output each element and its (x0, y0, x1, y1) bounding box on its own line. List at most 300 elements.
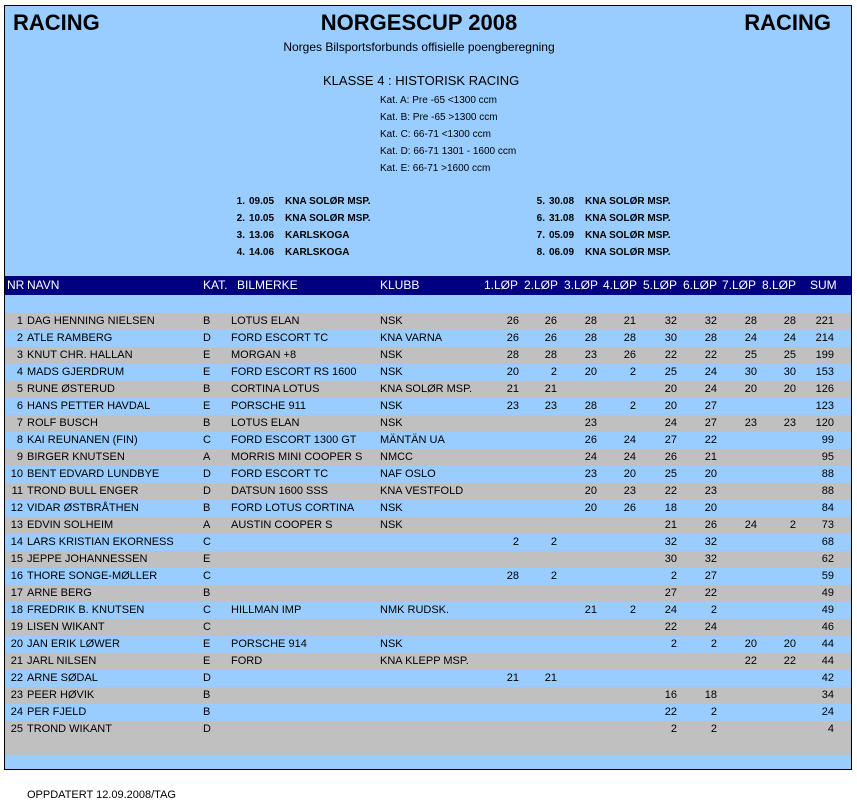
col-lop3-cell: 23 (584, 349, 597, 361)
col-lop8-cell: 22 (783, 655, 796, 667)
table-header (5, 276, 851, 295)
race-venue: KNA SOLØR MSP. (585, 247, 671, 258)
col-lop7-header: 7.LØP (722, 278, 757, 292)
col-navn-cell: ARNE SØDAL (27, 672, 98, 684)
category-c: Kat. C: 66-71 <1300 ccm (380, 129, 491, 140)
header-racing-right: RACING (744, 10, 831, 35)
race-entry (227, 196, 371, 207)
col-lop3-cell: 26 (584, 434, 597, 446)
col-lop1-cell: 20 (506, 366, 519, 378)
col-klubb-cell: KNA VESTFOLD (380, 485, 464, 497)
col-lop6-cell: 32 (704, 315, 717, 327)
col-lop4-cell: 23 (623, 485, 636, 497)
col-lop3-cell: 28 (584, 400, 597, 412)
col-lop3-cell: 20 (584, 485, 597, 497)
col-kat-cell: E (203, 638, 211, 650)
col-lop2-cell: 2 (550, 366, 557, 378)
col-klubb-cell: NSK (380, 366, 403, 378)
col-lop8-cell: 24 (783, 332, 796, 344)
col-klubb-cell: NSK (380, 519, 403, 531)
table-row (5, 398, 851, 415)
col-lop5-cell: 2 (670, 638, 677, 650)
col-bilmerke-cell: PORSCHE 911 (231, 400, 306, 412)
page-subtitle: Norges Bilsportsforbunds offisielle poengberegning (283, 40, 555, 54)
col-navn-cell: KAI REUNANEN (FIN) (27, 434, 138, 446)
class-title: KLASSE 4 : HISTORISK RACING (323, 73, 520, 88)
col-lop1-cell: 26 (506, 315, 519, 327)
col-nr-cell: 23 (10, 689, 23, 701)
col-sum-cell: 84 (821, 502, 834, 514)
race-entry (527, 196, 671, 207)
results-sheet (4, 5, 852, 770)
col-lop5-header: 5.LØP (643, 278, 678, 292)
col-kat-cell: B (203, 502, 211, 514)
col-lop6-cell: 28 (704, 332, 717, 344)
race-entry (527, 247, 671, 258)
col-lop5-cell: 21 (664, 519, 677, 531)
col-kat-cell: E (203, 553, 211, 565)
col-lop7-cell: 23 (744, 417, 757, 429)
col-bilmerke-cell: FORD LOTUS CORTINA (231, 502, 355, 514)
col-lop4-cell: 26 (623, 349, 636, 361)
col-lop2-cell: 26 (544, 315, 557, 327)
table-row (5, 585, 851, 602)
col-nr-cell: 5 (16, 383, 23, 395)
col-kat-cell: E (203, 655, 211, 667)
col-lop5-cell: 25 (664, 366, 677, 378)
col-lop6-cell: 24 (704, 366, 717, 378)
col-lop5-cell: 22 (664, 349, 677, 361)
race-number: 4. (236, 247, 245, 258)
col-sum-cell: 120 (815, 417, 834, 429)
col-kat-cell: B (203, 417, 211, 429)
race-date: 05.09 (549, 230, 575, 241)
col-lop5-cell: 32 (664, 536, 677, 548)
col-navn-cell: PER FJELD (27, 706, 87, 718)
col-navn-cell: ROLF BUSCH (27, 417, 98, 429)
col-lop5-cell: 27 (664, 587, 677, 599)
table-row (5, 704, 851, 721)
col-nr-cell: 13 (10, 519, 23, 531)
col-navn-cell: THORE SONGE-MØLLER (27, 570, 158, 582)
col-navn-cell: ATLE RAMBERG (27, 332, 113, 344)
race-date: 14.06 (249, 247, 275, 258)
col-lop6-cell: 26 (704, 519, 717, 531)
col-lop6-cell: 27 (704, 570, 717, 582)
col-kat-cell: B (203, 706, 211, 718)
col-navn-cell: RUNE ØSTERUD (27, 383, 116, 395)
col-lop6-cell: 27 (704, 417, 717, 429)
col-kat-cell: A (203, 519, 211, 531)
col-lop2-cell: 26 (544, 332, 557, 344)
col-lop7-cell: 24 (744, 332, 757, 344)
col-lop2-cell: 2 (550, 570, 557, 582)
col-kat-cell: D (203, 672, 211, 684)
col-klubb-cell: NSK (380, 417, 403, 429)
col-navn-cell: LARS KRISTIAN EKORNESS (27, 536, 174, 548)
col-lop4-cell: 21 (623, 315, 636, 327)
table-row (5, 313, 851, 330)
header-racing-left: RACING (13, 10, 100, 35)
col-klubb-cell: MÄNTÄN UA (380, 434, 445, 446)
col-lop4-cell: 2 (629, 366, 636, 378)
race-number: 3. (236, 230, 245, 241)
col-lop8-cell: 25 (783, 349, 796, 361)
table-row (5, 721, 851, 738)
category-d: Kat. D: 66-71 1301 - 1600 ccm (380, 146, 517, 157)
race-entry (227, 213, 371, 224)
updated-note: OPPDATERT 12.09.2008/TAG (27, 789, 176, 801)
col-lop5-cell: 30 (664, 332, 677, 344)
col-lop1-cell: 28 (506, 349, 519, 361)
col-sum-cell: 153 (815, 366, 834, 378)
col-sum-cell: 44 (821, 638, 834, 650)
race-entry (527, 213, 671, 224)
col-lop7-cell: 20 (744, 638, 757, 650)
race-venue: KNA SOLØR MSP. (285, 213, 371, 224)
table-row (5, 483, 851, 500)
table-row (5, 551, 851, 568)
col-lop5-cell: 32 (664, 315, 677, 327)
race-number: 7. (536, 230, 545, 241)
col-lop6-cell: 24 (704, 383, 717, 395)
col-lop6-cell: 2 (710, 638, 717, 650)
col-lop2-cell: 23 (544, 400, 557, 412)
col-lop4-cell: 24 (623, 434, 636, 446)
col-kat-cell: B (203, 315, 211, 327)
col-bilmerke-cell: MORGAN +8 (231, 349, 297, 361)
col-lop2-cell: 28 (544, 349, 557, 361)
col-nr-cell: 8 (16, 434, 23, 446)
col-lop7-cell: 28 (744, 315, 757, 327)
col-lop4-cell: 28 (623, 332, 636, 344)
col-nr-cell: 12 (10, 502, 23, 514)
race-number: 5. (536, 196, 545, 207)
col-lop6-cell: 20 (704, 502, 717, 514)
col-klubb-cell: NAF OSLO (380, 468, 436, 480)
col-lop5-cell: 18 (664, 502, 677, 514)
col-sum-cell: 221 (815, 315, 834, 327)
table-row (5, 619, 851, 636)
col-lop1-header: 1.LØP (484, 278, 519, 292)
col-nr-header: NR (7, 278, 25, 292)
col-nr-cell: 1 (16, 315, 23, 327)
table-row (5, 687, 851, 704)
col-nr-cell: 22 (10, 672, 23, 684)
table-row (5, 466, 851, 483)
col-navn-cell: ARNE BERG (27, 587, 92, 599)
col-klubb-cell: NSK (380, 638, 403, 650)
table-row (5, 330, 851, 347)
race-date: 13.06 (249, 230, 275, 241)
col-lop3-cell: 28 (584, 315, 597, 327)
col-nr-cell: 3 (16, 349, 23, 361)
col-lop5-cell: 20 (664, 400, 677, 412)
table-row (5, 534, 851, 551)
col-klubb-cell: KNA KLEPP MSP. (380, 655, 469, 667)
race-entry (527, 230, 671, 241)
col-lop2-cell: 21 (544, 383, 557, 395)
col-nr-cell: 20 (10, 638, 23, 650)
col-lop6-cell: 2 (710, 706, 717, 718)
col-lop5-cell: 22 (664, 706, 677, 718)
col-lop5-cell: 20 (664, 383, 677, 395)
col-sum-cell: 49 (821, 604, 834, 616)
col-lop5-cell: 24 (664, 417, 677, 429)
col-lop5-cell: 27 (664, 434, 677, 446)
col-nr-cell: 9 (16, 451, 23, 463)
col-navn-cell: TROND BULL ENGER (27, 485, 139, 497)
col-lop8-cell: 28 (783, 315, 796, 327)
race-entry (227, 230, 349, 241)
col-lop8-cell: 20 (783, 383, 796, 395)
col-kat-cell: D (203, 485, 211, 497)
col-bilmerke-cell: FORD ESCORT RS 1600 (231, 366, 357, 378)
race-venue: KARLSKOGA (285, 247, 350, 258)
race-venue: KNA SOLØR MSP. (285, 196, 371, 207)
col-lop8-cell: 2 (789, 519, 796, 531)
race-number: 8. (536, 247, 545, 258)
table-row (5, 500, 851, 517)
col-lop1-cell: 23 (506, 400, 519, 412)
col-lop4-cell: 2 (629, 604, 636, 616)
col-lop3-cell: 20 (584, 366, 597, 378)
col-kat-cell: D (203, 332, 211, 344)
col-lop5-cell: 24 (664, 604, 677, 616)
col-navn-cell: TROND WIKANT (27, 723, 112, 735)
col-lop1-cell: 28 (506, 570, 519, 582)
col-lop2-cell: 21 (544, 672, 557, 684)
col-lop5-cell: 22 (664, 621, 677, 633)
col-lop6-cell: 21 (704, 451, 717, 463)
col-bilmerke-cell: CORTINA LOTUS (231, 383, 320, 395)
col-sum-header: SUM (810, 278, 837, 292)
col-bilmerke-cell: MORRIS MINI COOPER S (231, 451, 363, 463)
col-klubb-cell: NMCC (380, 451, 413, 463)
col-kat-cell: D (203, 723, 211, 735)
col-navn-cell: HANS PETTER HAVDAL (27, 400, 151, 412)
col-sum-cell: 24 (821, 706, 834, 718)
page-title: NORGESCUP 2008 (320, 10, 518, 35)
col-sum-cell: 126 (815, 383, 834, 395)
col-bilmerke-cell: LOTUS ELAN (231, 417, 300, 429)
col-bilmerke-cell: FORD ESCORT 1300 GT (231, 434, 357, 446)
col-lop2-cell: 2 (550, 536, 557, 548)
col-nr-cell: 4 (16, 366, 23, 378)
table-spacer (5, 296, 851, 313)
col-sum-cell: 34 (821, 689, 834, 701)
col-kat-cell: E (203, 400, 211, 412)
col-navn-cell: JARL NILSEN (27, 655, 97, 667)
col-navn-cell: BENT EDVARD LUNDBYE (27, 468, 160, 480)
col-lop6-cell: 32 (704, 536, 717, 548)
col-navn-cell: KNUT CHR. HALLAN (27, 349, 133, 361)
col-lop7-cell: 24 (744, 519, 757, 531)
table-filler-row (5, 738, 851, 755)
table-row (5, 381, 851, 398)
table-row (5, 602, 851, 619)
col-nr-cell: 17 (10, 587, 23, 599)
race-date: 06.09 (549, 247, 575, 258)
race-venue: KNA SOLØR MSP. (585, 196, 671, 207)
col-sum-cell: 123 (815, 400, 834, 412)
col-sum-cell: 95 (821, 451, 834, 463)
col-lop3-cell: 21 (584, 604, 597, 616)
col-bilmerke-cell: HILLMAN IMP (231, 604, 302, 616)
col-sum-cell: 46 (821, 621, 834, 633)
col-navn-cell: LISEN WIKANT (27, 621, 105, 633)
table-row (5, 636, 851, 653)
race-number: 2. (236, 213, 245, 224)
col-klubb-cell: NSK (380, 502, 403, 514)
col-nr-cell: 24 (10, 706, 23, 718)
col-lop3-cell: 23 (584, 417, 597, 429)
col-lop2-header: 2.LØP (524, 278, 559, 292)
col-navn-cell: JAN ERIK LØWER (27, 638, 120, 650)
col-lop7-cell: 22 (744, 655, 757, 667)
col-sum-cell: 62 (821, 553, 834, 565)
table-row (5, 568, 851, 585)
col-sum-cell: 214 (815, 332, 834, 344)
col-lop6-cell: 27 (704, 400, 717, 412)
col-lop4-cell: 2 (629, 400, 636, 412)
col-lop5-cell: 26 (664, 451, 677, 463)
col-navn-cell: FREDRIK B. KNUTSEN (27, 604, 145, 616)
col-bilmerke-cell: DATSUN 1600 SSS (231, 485, 329, 497)
col-nr-cell: 14 (10, 536, 23, 548)
col-lop7-cell: 20 (744, 383, 757, 395)
col-bilmerke-cell: FORD (231, 655, 263, 667)
col-lop3-cell: 24 (584, 451, 597, 463)
col-kat-cell: A (203, 451, 211, 463)
col-lop4-cell: 26 (623, 502, 636, 514)
col-bilmerke-cell: AUSTIN COOPER S (231, 519, 333, 531)
col-sum-cell: 99 (821, 434, 834, 446)
col-lop6-cell: 24 (704, 621, 717, 633)
col-nr-cell: 16 (10, 570, 23, 582)
race-venue: KNA SOLØR MSP. (585, 230, 671, 241)
col-navn-cell: DAG HENNING NIELSEN (27, 315, 155, 327)
col-navn-header: NAVN (27, 278, 60, 292)
col-klubb-cell: NSK (380, 349, 403, 361)
col-nr-cell: 18 (10, 604, 23, 616)
col-lop8-cell: 20 (783, 638, 796, 650)
col-klubb-cell: KNA SOLØR MSP. (380, 383, 473, 395)
col-lop5-cell: 22 (664, 485, 677, 497)
col-lop8-header: 8.LØP (762, 278, 797, 292)
col-lop3-cell: 20 (584, 502, 597, 514)
col-bilmerke-cell: PORSCHE 914 (231, 638, 307, 650)
col-lop6-cell: 20 (704, 468, 717, 480)
col-lop6-cell: 32 (704, 553, 717, 565)
col-lop5-cell: 30 (664, 553, 677, 565)
race-date: 09.05 (249, 196, 275, 207)
col-lop4-cell: 20 (623, 468, 636, 480)
col-kat-cell: C (203, 570, 211, 582)
col-kat-cell: C (203, 536, 211, 548)
col-navn-cell: EDVIN SOLHEIM (27, 519, 114, 531)
col-lop6-header: 6.LØP (683, 278, 718, 292)
col-sum-cell: 42 (821, 672, 834, 684)
col-nr-cell: 19 (10, 621, 23, 633)
col-kat-cell: B (203, 383, 211, 395)
table-row (5, 364, 851, 381)
table-row (5, 449, 851, 466)
col-lop1-cell: 2 (512, 536, 519, 548)
table-row (5, 670, 851, 687)
col-kat-header: KAT. (203, 278, 228, 292)
col-klubb-cell: KNA VARNA (380, 332, 443, 344)
race-date: 31.08 (549, 213, 575, 224)
col-lop8-cell: 23 (783, 417, 796, 429)
col-lop6-cell: 22 (704, 587, 717, 599)
col-kat-cell: B (203, 587, 211, 599)
category-b: Kat. B: Pre -65 >1300 ccm (380, 112, 498, 123)
col-bilmerke-cell: FORD ESCORT TC (231, 468, 329, 480)
col-nr-cell: 6 (16, 400, 23, 412)
table-row (5, 347, 851, 364)
col-navn-cell: JEPPE JOHANNESSEN (27, 553, 148, 565)
race-entry (227, 247, 349, 258)
table-row (5, 415, 851, 432)
col-nr-cell: 15 (10, 553, 23, 565)
col-lop8-cell: 30 (783, 366, 796, 378)
col-lop6-cell: 2 (710, 604, 717, 616)
col-navn-cell: PEER HØVIK (27, 689, 95, 701)
col-nr-cell: 25 (10, 723, 23, 735)
col-nr-cell: 7 (16, 417, 23, 429)
table-row (5, 653, 851, 670)
col-kat-cell: C (203, 434, 211, 446)
col-klubb-cell: NMK RUDSK. (380, 604, 450, 616)
col-kat-cell: C (203, 621, 211, 633)
col-lop3-cell: 28 (584, 332, 597, 344)
col-sum-cell: 88 (821, 485, 834, 497)
col-lop6-cell: 22 (704, 434, 717, 446)
col-sum-cell: 73 (821, 519, 834, 531)
col-bilmerke-cell: LOTUS ELAN (231, 315, 300, 327)
col-bilmerke-header: BILMERKE (237, 278, 298, 292)
col-klubb-header: KLUBB (380, 278, 420, 292)
col-nr-cell: 21 (10, 655, 23, 667)
table-row (5, 432, 851, 449)
race-venue: KARLSKOGA (285, 230, 350, 241)
col-lop5-cell: 16 (664, 689, 677, 701)
col-sum-cell: 59 (821, 570, 834, 582)
col-sum-cell: 88 (821, 468, 834, 480)
col-klubb-cell: NSK (380, 400, 403, 412)
category-a: Kat. A: Pre -65 <1300 ccm (380, 95, 498, 106)
col-nr-cell: 10 (10, 468, 23, 480)
col-lop6-cell: 23 (704, 485, 717, 497)
col-kat-cell: B (203, 689, 211, 701)
col-navn-cell: BIRGER KNUTSEN (27, 451, 125, 463)
col-nr-cell: 2 (16, 332, 23, 344)
race-venue: KNA SOLØR MSP. (585, 213, 671, 224)
col-kat-cell: C (203, 604, 211, 616)
col-lop6-cell: 22 (704, 349, 717, 361)
col-lop5-cell: 2 (670, 723, 677, 735)
race-number: 6. (536, 213, 545, 224)
col-kat-cell: D (203, 468, 211, 480)
col-navn-cell: VIDAR ØSTBRÅTHEN (27, 502, 139, 514)
col-lop3-header: 3.LØP (564, 278, 599, 292)
col-lop6-cell: 18 (704, 689, 717, 701)
col-navn-cell: MADS GJERDRUM (27, 366, 125, 378)
col-lop1-cell: 21 (506, 672, 519, 684)
race-number: 1. (236, 196, 245, 207)
col-sum-cell: 68 (821, 536, 834, 548)
